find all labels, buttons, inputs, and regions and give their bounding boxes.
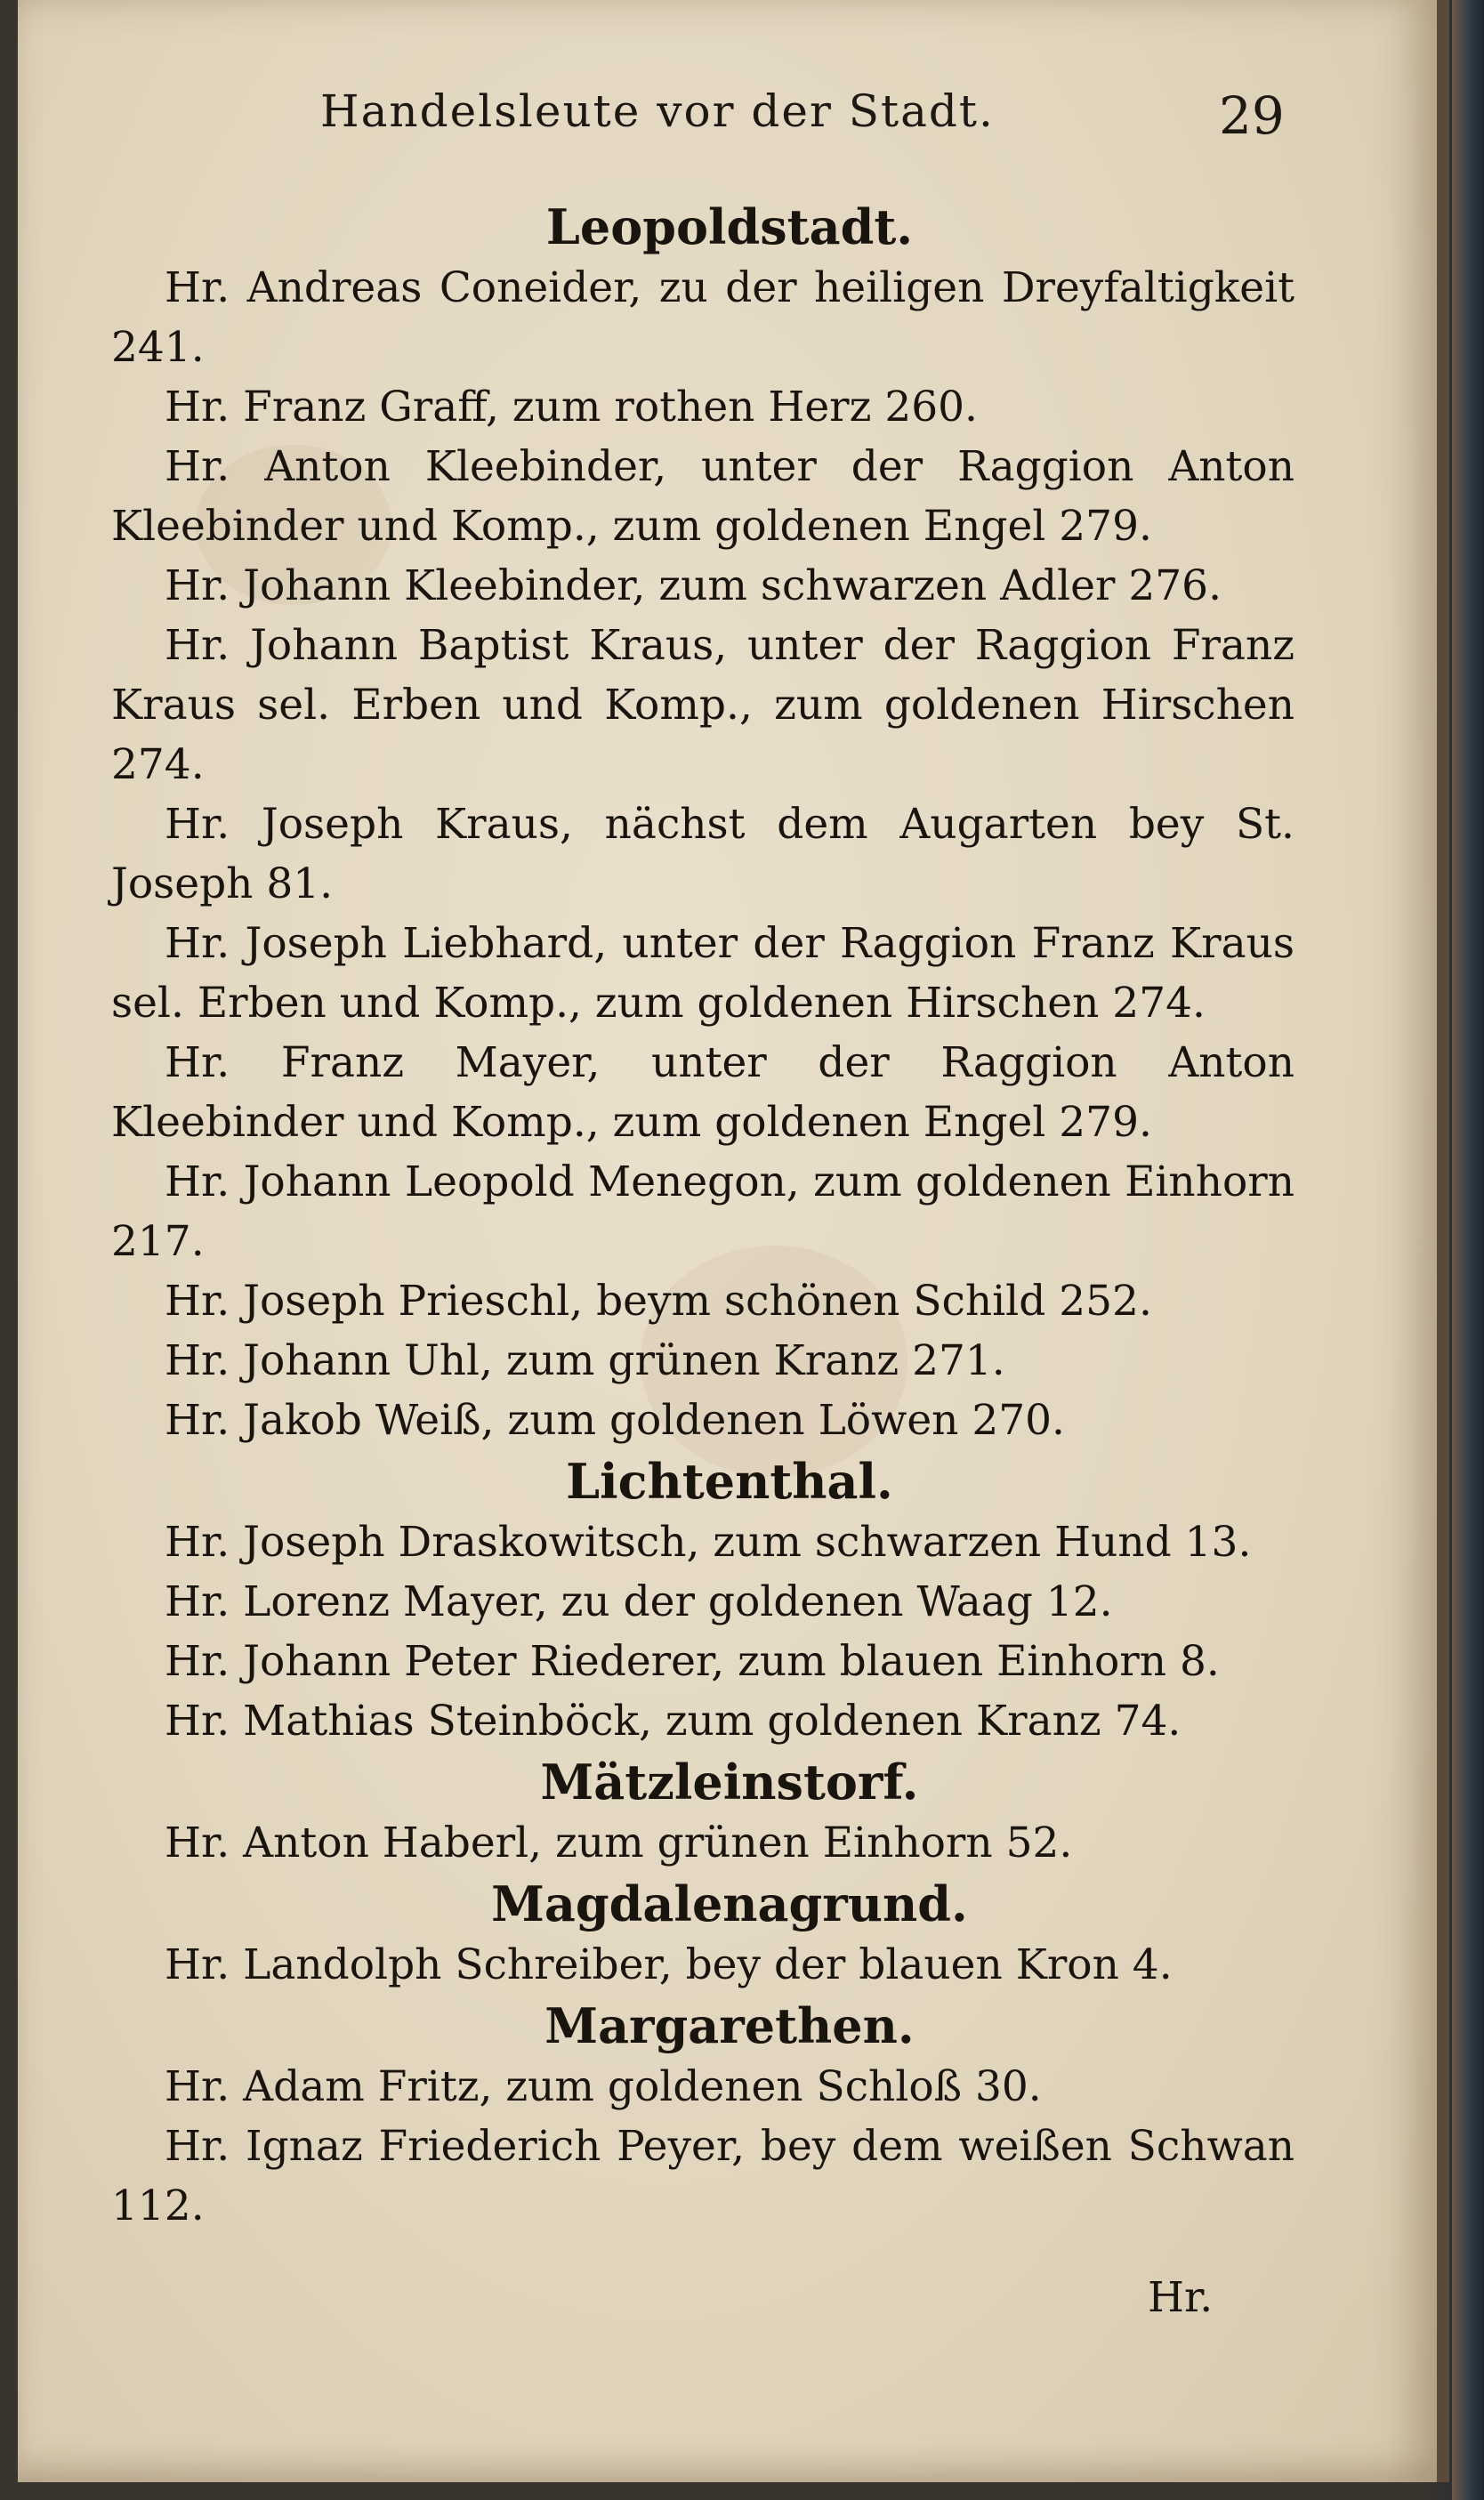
- book-edge: [1452, 0, 1484, 2500]
- running-header: Handelsleute vor der Stadt.: [320, 85, 995, 137]
- directory-entry: Hr. Anton Haberl, zum grünen Einhorn 52.: [165, 1819, 1073, 1867]
- directory-entry: Hr. Lorenz Mayer, zu der goldenen Waag 12.: [165, 1577, 1113, 1626]
- directory-entry: Hr. Johann Leopold Menegon, zum goldenen Einhorn 217.: [111, 1157, 1294, 1266]
- directory-entry: Hr. Joseph Kraus, nächst dem Augarten bey St. Joseph 81.: [111, 800, 1294, 908]
- section-title-margarethen: Margarethen.: [544, 1997, 915, 2054]
- directory-entry: Hr. Mathias Steinböck, zum goldenen Kranz 74.: [165, 1697, 1182, 1746]
- directory-entry: Hr. Johann Peter Riederer, zum blauen Einhorn 8.: [165, 1637, 1220, 1686]
- directory-entry: Hr. Landolph Schreiber, bey der blauen Kron 4.: [165, 1940, 1173, 1989]
- directory-entry: Hr. Andreas Coneider, zu der heiligen Dreyfaltigkeit 241.: [111, 263, 1294, 372]
- directory-entry: Hr. Franz Graff, zum rothen Herz 260.: [165, 383, 978, 431]
- directory-entry: Hr. Johann Baptist Kraus, unter der Raggion Franz Kraus sel. Erben und Komp., zum goldenen Hirschen 274.: [111, 621, 1294, 789]
- section-title-lichtenthal: Lichtenthal.: [566, 1453, 893, 1510]
- catchword: Hr.: [1148, 2273, 1214, 2322]
- directory-entry: Hr. Adam Fritz, zum goldenen Schloß 30.: [165, 2062, 1042, 2111]
- directory-entry: Hr. Joseph Prieschl, beym schönen Schild 252.: [165, 1277, 1152, 1326]
- directory-entry: Hr. Jakob Weiß, zum goldenen Löwen 270.: [165, 1396, 1065, 1445]
- directory-entry: Hr. Johann Uhl, zum grünen Kranz 271.: [165, 1336, 1005, 1385]
- section-title-magdalenagrund: Magdalenagrund.: [491, 1875, 968, 1932]
- page-content: [111, 196, 1294, 2236]
- book-page: [18, 0, 1449, 2482]
- section-title-leopoldstadt: Leopoldstadt.: [545, 198, 914, 255]
- directory-entry: Hr. Joseph Liebhard, unter der Raggion Franz Kraus sel. Erben und Komp., zum goldenen Hirschen 274.: [111, 919, 1294, 1028]
- directory-entry: Hr. Ignaz Friederich Peyer, bey dem weißen Schwan 112.: [111, 2122, 1294, 2230]
- page-number: 29: [1219, 85, 1285, 146]
- directory-entry: Hr. Franz Mayer, unter der Raggion Anton Kleebinder und Komp., zum goldenen Engel 279.: [111, 1038, 1294, 1147]
- section-title-maetzleinstorf: Mätzleinstorf.: [540, 1754, 919, 1810]
- directory-entry: Hr. Anton Kleebinder, unter der Raggion Anton Kleebinder und Komp., zum goldenen Engel 279.: [111, 442, 1294, 551]
- directory-entry: Hr. Johann Kleebinder, zum schwarzen Adler 276.: [165, 561, 1222, 610]
- directory-entry: Hr. Joseph Draskowitsch, zum schwarzen Hund 13.: [165, 1518, 1252, 1567]
